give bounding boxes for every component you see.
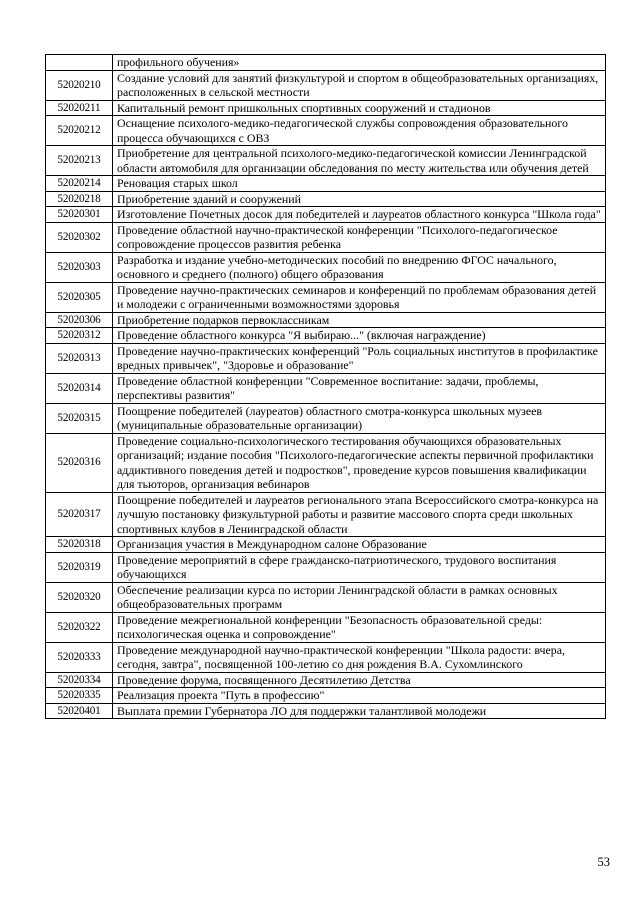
- row-code: 52020302: [46, 222, 113, 252]
- row-code: 52020312: [46, 328, 113, 344]
- table-row: [46, 433, 606, 492]
- row-name: Проведение форума, посвященного Десятилетию Детства: [113, 672, 606, 688]
- row-code: 52020211: [46, 100, 113, 116]
- row-name: Проведение социально-психологического тестирования обучающихся образовательных организаций; издание пособия "Психолого-педагогические аспекты первичной профилактики аддиктивного поведения детей и подростков", проведение курсов повышения квалификации для тьюторов, организация вебинаров: [113, 433, 606, 492]
- row-code: 52020320: [46, 582, 113, 612]
- table-row: [46, 552, 606, 582]
- row-name: Проведение межрегиональной конференции "Безопасность образовательной среды: психологическая оценка и сопровождение": [113, 612, 606, 642]
- row-code: 52020401: [46, 703, 113, 719]
- table-row: [46, 373, 606, 403]
- row-name: Проведение областной научно-практической конференции "Психолого-педагогическое сопровождение процессов развития ребенка: [113, 222, 606, 252]
- row-code: 52020210: [46, 70, 113, 100]
- page-number: 53: [597, 855, 610, 869]
- row-name: Приобретение для центральной психолого-медико-педагогической комиссии Ленинградской области автомобиля для организации обследования по месту жительства или обучения детей: [113, 146, 606, 176]
- row-name: Обеспечение реализации курса по истории Ленинградской области в рамках основных общеобразовательных программ: [113, 582, 606, 612]
- row-code: 52020212: [46, 116, 113, 146]
- table-row: [46, 612, 606, 642]
- row-name: Поощрение победителей и лауреатов регионального этапа Всероссийского смотра-конкурса на лучшую постановку физкультурной работы и развитие массового спорта среди школьных спортивных клубов в Ленинградской области: [113, 492, 606, 537]
- row-name: Оснащение психолого-медико-педагогической службы сопровождения образовательного процесса обучающихся с ОВЗ: [113, 116, 606, 146]
- row-name: Создание условий для занятий физкультурой и спортом в общеобразовательных организациях, расположенных в сельской местности: [113, 70, 606, 100]
- table-row: [46, 582, 606, 612]
- table-row: [46, 207, 606, 223]
- row-name: Изготовление Почетных досок для победителей и лауреатов областного конкурса "Школа года": [113, 207, 606, 223]
- row-name: Проведение областного конкурса "Я выбираю..." (включая награждение): [113, 328, 606, 344]
- row-name: Организация участия в Международном салоне Образование: [113, 537, 606, 553]
- row-name: Проведение мероприятий в сфере гражданско-патриотического, трудового воспитания обучающихся: [113, 552, 606, 582]
- row-name: Проведение областной конференции "Современное воспитание: задачи, проблемы, перспективы развития": [113, 373, 606, 403]
- row-name: Реновация старых школ: [113, 176, 606, 192]
- table-row: [46, 403, 606, 433]
- row-code: 52020214: [46, 176, 113, 192]
- row-code: 52020317: [46, 492, 113, 537]
- row-name: профильного обучения»: [113, 55, 606, 71]
- row-name: Поощрение победителей (лауреатов) областного смотра-конкурса школьных музеев (муниципальные образовательные организации): [113, 403, 606, 433]
- row-code: 52020319: [46, 552, 113, 582]
- row-code: 52020334: [46, 672, 113, 688]
- row-name: Разработка и издание учебно-методических пособий по внедрению ФГОС начального, основного и среднего (полного) общего образования: [113, 252, 606, 282]
- table-row: [46, 672, 606, 688]
- row-code: 52020315: [46, 403, 113, 433]
- table-row: [46, 282, 606, 312]
- table-row: [46, 146, 606, 176]
- table-body: [46, 55, 606, 719]
- table-row: [46, 100, 606, 116]
- table-row: [46, 191, 606, 207]
- row-code: 52020303: [46, 252, 113, 282]
- row-code: 52020313: [46, 343, 113, 373]
- table-row: [46, 642, 606, 672]
- row-code: 52020213: [46, 146, 113, 176]
- table-row: [46, 703, 606, 719]
- table-row: [46, 252, 606, 282]
- table-row: [46, 70, 606, 100]
- row-code: 52020218: [46, 191, 113, 207]
- row-name: Капитальный ремонт пришкольных спортивных сооружений и стадионов: [113, 100, 606, 116]
- row-code: 52020314: [46, 373, 113, 403]
- row-code: 52020316: [46, 433, 113, 492]
- row-code: [46, 55, 113, 71]
- table-row: [46, 343, 606, 373]
- table-row: [46, 688, 606, 704]
- row-code: 52020318: [46, 537, 113, 553]
- row-name: Выплата премии Губернатора ЛО для поддержки талантливой молодежи: [113, 703, 606, 719]
- row-name: Приобретение подарков первоклассникам: [113, 312, 606, 328]
- row-name: Приобретение зданий и сооружений: [113, 191, 606, 207]
- row-name: Проведение научно-практических семинаров и конференций по проблемам образования детей и молодежи с ограниченными возможностями здоровья: [113, 282, 606, 312]
- budget-codes-table: [45, 54, 606, 719]
- row-code: 52020301: [46, 207, 113, 223]
- row-code: 52020335: [46, 688, 113, 704]
- row-code: 52020305: [46, 282, 113, 312]
- row-code: 52020306: [46, 312, 113, 328]
- table-row: [46, 328, 606, 344]
- table-row: [46, 222, 606, 252]
- table-row: [46, 537, 606, 553]
- row-name: Проведение международной научно-практической конференции "Школа радости: вчера, сегодня, завтра", посвященной 100-летию со дня рождения В.А. Сухомлинского: [113, 642, 606, 672]
- table-row: [46, 116, 606, 146]
- table-row: [46, 176, 606, 192]
- row-code: 52020322: [46, 612, 113, 642]
- table-row: [46, 312, 606, 328]
- table-row: [46, 492, 606, 537]
- row-code: 52020333: [46, 642, 113, 672]
- row-name: Реализация проекта "Путь в профессию": [113, 688, 606, 704]
- table-row: [46, 55, 606, 71]
- row-name: Проведение научно-практических конференций "Роль социальных институтов в профилактике вредных привычек", "Здоровье и образование": [113, 343, 606, 373]
